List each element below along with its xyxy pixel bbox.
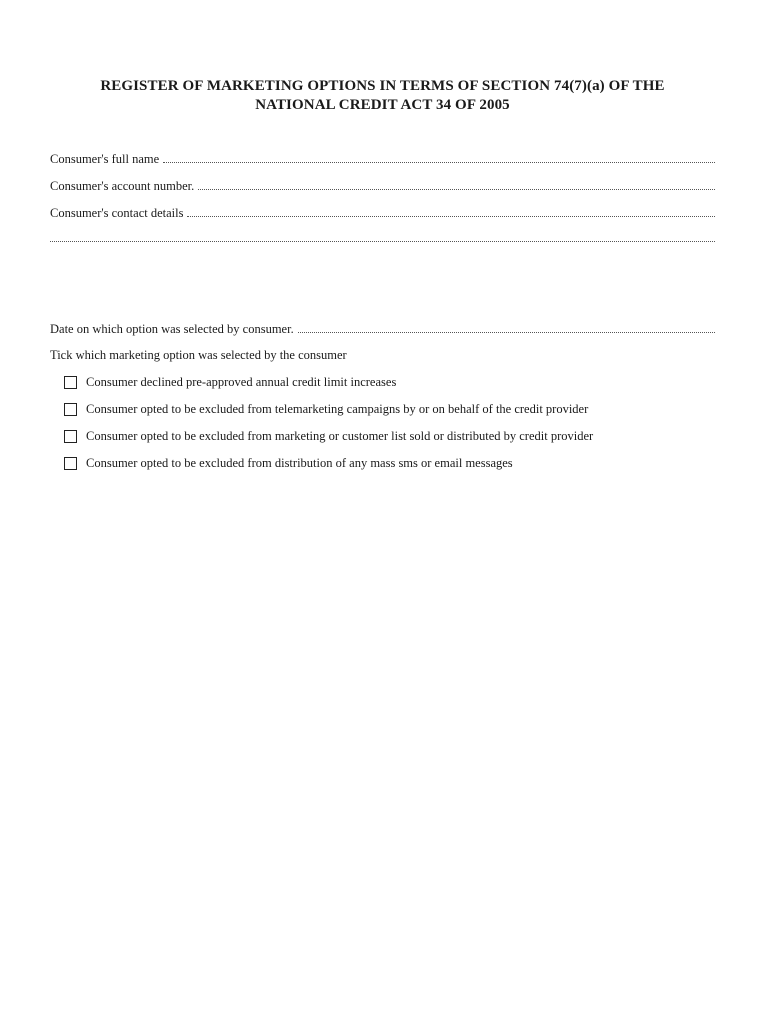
account-number-dotted-line[interactable] [198,189,715,190]
option-label: Consumer opted to be excluded from telemarketing campaigns by or on behalf of the credit provider [86,402,589,416]
contact-details-label: Consumer's contact details [50,206,184,220]
option-excluded-telemarketing[interactable] [64,401,588,417]
full-name-dotted-line[interactable] [163,162,715,163]
checkbox[interactable] [64,403,77,416]
date-selected-field[interactable] [50,320,715,336]
account-number-label: Consumer's account number. [50,179,195,193]
option-label: Consumer declined pre-approved annual credit limit increases [86,375,397,389]
date-selected-dotted-line[interactable] [298,332,715,333]
form-title [60,77,705,115]
tick-instruction: Tick which marketing option was selected by the consumer [50,348,347,362]
option-excluded-customer-list[interactable] [64,428,593,444]
contact-details-dotted-line[interactable] [187,216,715,217]
full-name-label: Consumer's full name [50,152,160,166]
option-label: Consumer opted to be excluded from distribution of any mass sms or email messages [86,456,513,470]
account-number-field[interactable] [50,177,715,193]
title-line-1: REGISTER OF MARKETING OPTIONS IN TERMS OF SECTION 74(7)(a) OF THE [100,78,665,94]
checkbox[interactable] [64,376,77,389]
checkbox[interactable] [64,457,77,470]
contact-details-field[interactable] [50,204,715,220]
full-name-field[interactable] [50,150,715,166]
option-label: Consumer opted to be excluded from marketing or customer list sold or distributed by credit provider [86,429,594,443]
checkbox[interactable] [64,430,77,443]
date-selected-label: Date on which option was selected by consumer. [50,322,294,336]
option-excluded-sms-email[interactable] [64,455,513,471]
option-declined-credit-limit[interactable] [64,374,396,390]
title-line-2: NATIONAL CREDIT ACT 34 OF 2005 [255,97,510,113]
contact-details-extra-line[interactable] [50,241,715,242]
